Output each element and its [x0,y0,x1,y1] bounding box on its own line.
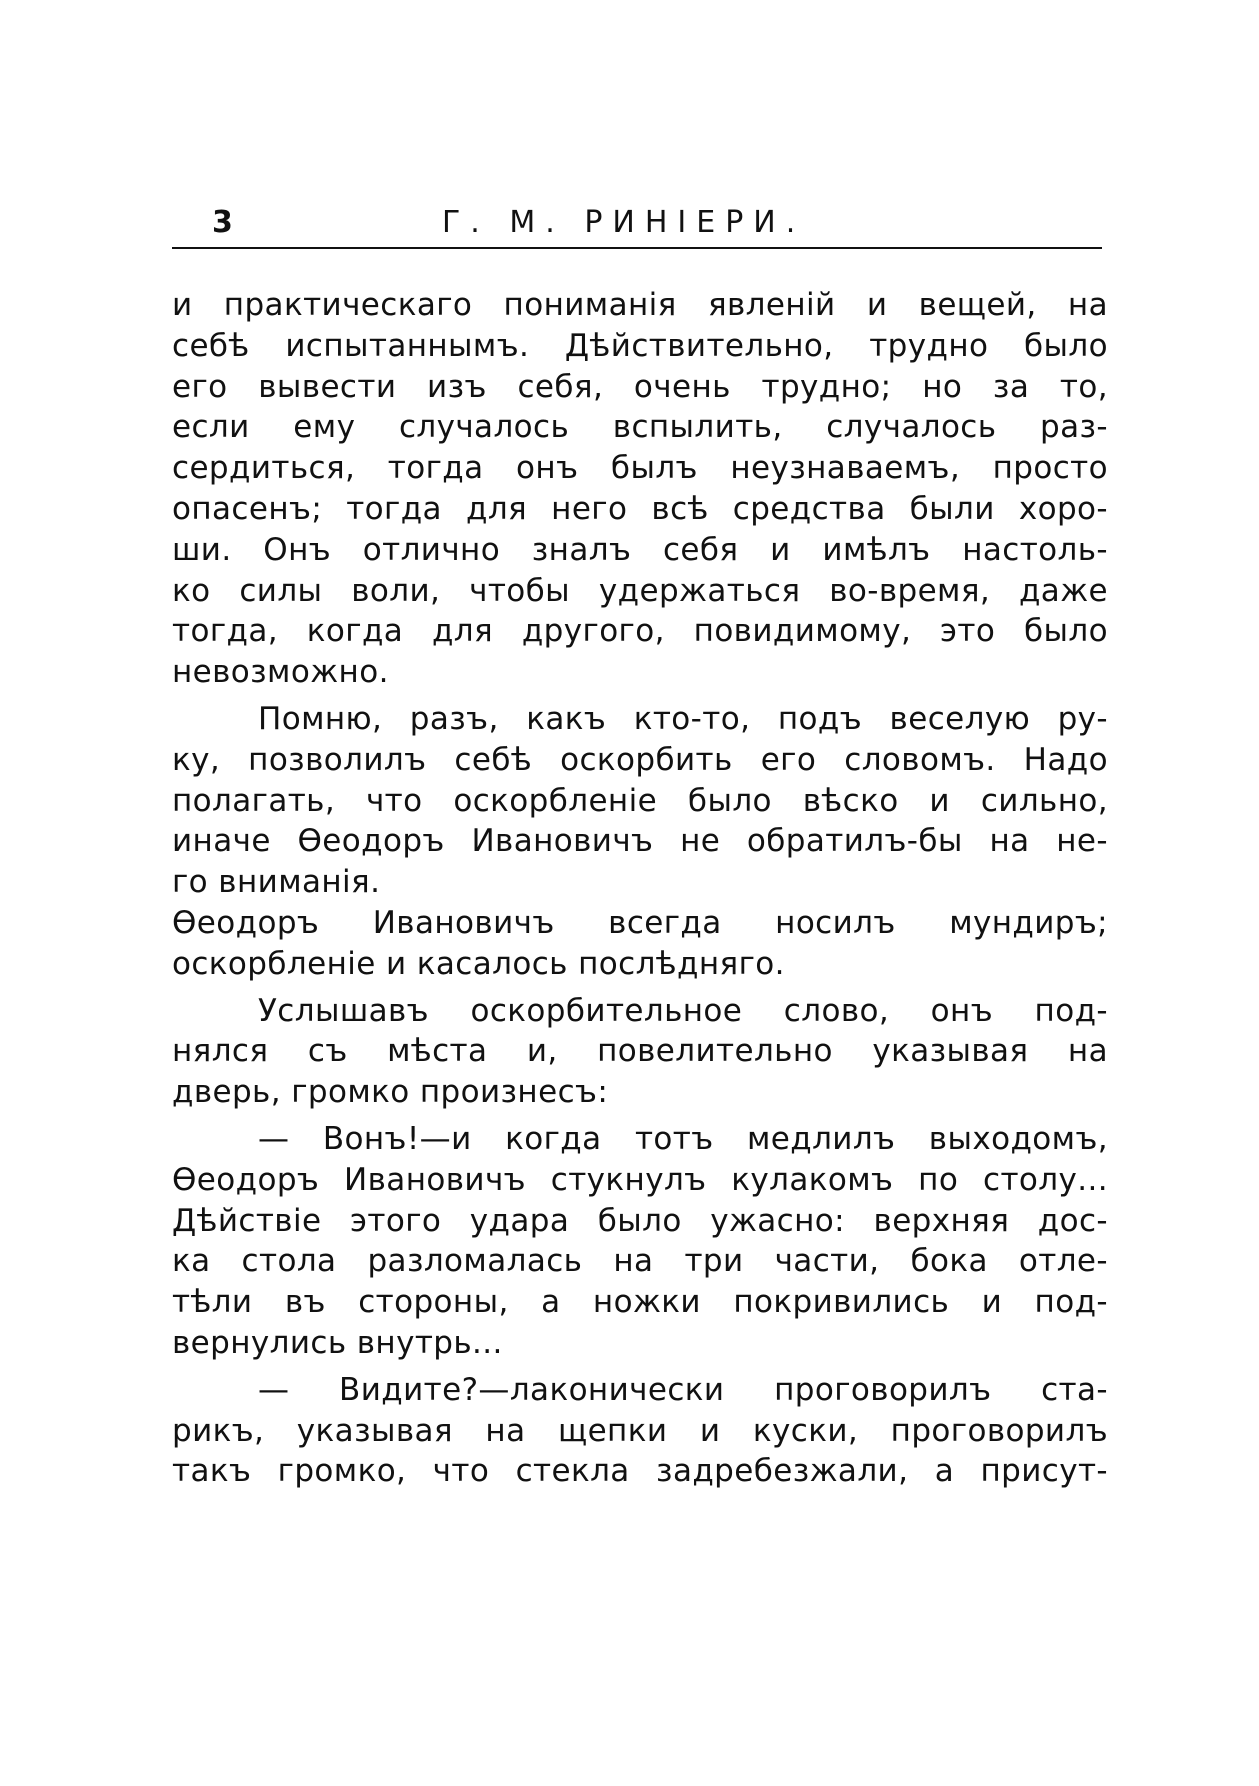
text-line: иначе Өеодоръ Ивановичъ не обратилъ-бы на не- [172,823,1108,860]
running-title: Г. М. РИНІЕРИ. [442,205,806,240]
text-line: и практическаго пониманія явленій и вещей, на [172,287,1108,323]
header-rule [172,247,1102,249]
text-line: сердиться, тогда онъ былъ неузнаваемъ, просто [172,450,1108,487]
page-header [172,205,1102,245]
text-line: тогда, когда для другого, повидимому, это было [172,613,1108,650]
text-line: такъ громко, что стекла задребезжали, а присут- [172,1453,1108,1490]
text-line: Услышавъ оскорбительное слово, онъ под- [258,992,1108,1029]
text-line: Өеодоръ Ивановичъ стукнулъ кулакомъ по столу... [172,1161,1108,1198]
text-line: оскорбленіе и касалось послѣдняго. [172,945,785,982]
text-line: ши. Онъ отлично зналъ себя и имѣлъ настоль- [172,531,1108,568]
text-line: полагать, что оскорбленіе было вѣско и сильно, [172,782,1108,819]
text-line: если ему случалось вспылить, случалось раз- [172,409,1108,446]
text-line: себѣ испытаннымъ. Дѣйствительно, трудно было [172,327,1108,364]
text-line: тѣли въ стороны, а ножки покривились и под- [172,1284,1108,1321]
text-line: ку, позволилъ себѣ оскорбить его словомъ. Надо [172,741,1108,778]
text-line: опасенъ; тогда для него всѣ средства были хоро- [172,490,1108,527]
text-line: — Видите?—лаконически проговорилъ ста- [258,1371,1108,1408]
page-number: 3 [212,205,233,240]
text-line: невозможно. [172,654,389,691]
text-line: Помню, разъ, какъ кто-то, подъ веселую ру- [258,700,1108,737]
text-line: ко силы воли, чтобы удержаться во-время, даже [172,572,1108,609]
text-line: рикъ, указывая на щепки и куски, проговорилъ [172,1412,1108,1449]
body-text [172,285,1108,1492]
text-line: Дѣйствіе этого удара было ужасно: верхняя дос- [172,1202,1108,1239]
text-line: го вниманія. [172,864,381,901]
text-line: дверь, громко произнесъ: [172,1074,609,1111]
text-line: ка стола разломалась на три части, бока отле- [172,1243,1108,1280]
text-line: — Вонъ!—и когда тотъ медлилъ выходомъ, [258,1120,1108,1157]
text-line: его вывести изъ себя, очень трудно; но за то, [172,368,1108,405]
text-line: нялся съ мѣста и, повелительно указывая на [172,1033,1108,1070]
text-line: вернулись внутрь... [172,1324,503,1361]
text-line: Өеодоръ Ивановичъ всегда носилъ мундиръ; [172,904,1108,941]
